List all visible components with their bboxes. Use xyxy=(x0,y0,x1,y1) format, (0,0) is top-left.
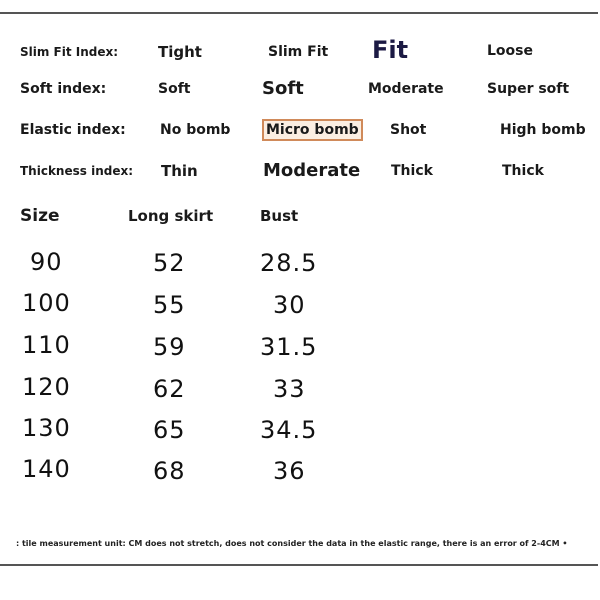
long-skirt-value: 59 xyxy=(153,333,186,361)
bust-value: 34.5 xyxy=(260,416,318,444)
size-column-header: Size xyxy=(20,206,60,226)
elastic-option-high-bomb: High bomb xyxy=(500,122,586,138)
bust-value: 28.5 xyxy=(260,249,318,277)
slim-fit-option-slim-fit: Slim Fit xyxy=(268,44,329,60)
long-skirt-value: 52 xyxy=(153,249,186,277)
slim-fit-option-fit-selected: Fit xyxy=(372,36,409,64)
bust-value: 36 xyxy=(273,457,306,485)
slim-fit-option-loose: Loose xyxy=(487,43,533,59)
measurement-footnote: : tile measurement unit: CM does not stretch, does not consider the data in the elastic range, there is an error of 2-4CM • xyxy=(16,539,568,548)
soft-option-moderate: Moderate xyxy=(368,81,444,97)
thickness-option-thick: Thick xyxy=(391,163,433,179)
elastic-option-no-bomb: No bomb xyxy=(160,122,231,138)
size-value: 110 xyxy=(22,331,71,359)
long-skirt-column-header: Long skirt xyxy=(128,207,214,225)
thickness-option-thick-2: Thick xyxy=(502,163,544,179)
bust-column-header: Bust xyxy=(260,207,299,225)
soft-option-super-soft: Super soft xyxy=(487,81,570,97)
size-value: 140 xyxy=(22,455,71,483)
size-value: 130 xyxy=(22,414,71,442)
elastic-option-micro-bomb-selected: Micro bomb xyxy=(262,119,363,141)
long-skirt-value: 62 xyxy=(153,375,186,403)
soft-option-soft-selected: Soft xyxy=(262,78,304,99)
size-value: 100 xyxy=(22,289,71,317)
size-value: 90 xyxy=(30,248,63,276)
thickness-option-thin: Thin xyxy=(161,162,198,180)
soft-option-soft: Soft xyxy=(158,81,191,97)
slim-fit-index-label: Slim Fit Index: xyxy=(20,45,119,59)
bust-value: 31.5 xyxy=(260,333,318,361)
thickness-index-label: Thickness index: xyxy=(20,164,134,178)
bust-value: 33 xyxy=(273,375,306,403)
size-value: 120 xyxy=(22,373,71,401)
elastic-option-shot: Shot xyxy=(390,122,427,138)
thickness-option-moderate-selected: Moderate xyxy=(263,160,361,181)
slim-fit-option-tight: Tight xyxy=(158,43,202,61)
long-skirt-value: 55 xyxy=(153,291,186,319)
soft-index-label: Soft index: xyxy=(20,81,107,97)
bust-value: 30 xyxy=(273,291,306,319)
long-skirt-value: 68 xyxy=(153,457,186,485)
elastic-index-label: Elastic index: xyxy=(20,122,126,138)
long-skirt-value: 65 xyxy=(153,416,186,444)
